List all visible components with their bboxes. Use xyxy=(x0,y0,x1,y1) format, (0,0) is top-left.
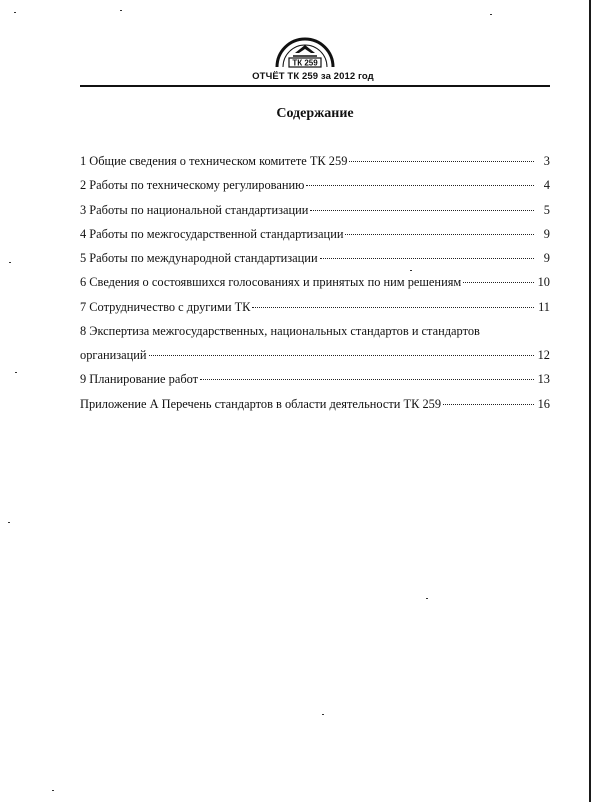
toc-entry-page: 9 xyxy=(543,226,550,241)
toc-leader-dots xyxy=(306,182,534,186)
toc-entry-page: 11 xyxy=(538,299,550,314)
toc-entry-page: 16 xyxy=(537,396,550,411)
toc-entry-continuation xyxy=(80,346,550,370)
toc-entry-title: 2 Работы по техническому регулированию xyxy=(80,178,305,193)
toc-entry[interactable] xyxy=(80,225,550,249)
toc-leader-dots xyxy=(252,304,534,308)
scan-speck xyxy=(15,372,17,373)
toc-leader-dots xyxy=(149,352,534,356)
toc-entry-title: 6 Сведения о состоявшихся голосованиях и принятых по ним решениям xyxy=(80,275,462,290)
toc-entry-title: 3 Работы по национальной стандартизации xyxy=(80,202,309,217)
toc-entry-title: 4 Работы по межгосударственной стандартизации xyxy=(80,226,344,241)
toc-entry-title: 5 Работы по международной стандартизации xyxy=(80,251,318,266)
toc-entry-page: 3 xyxy=(543,154,550,168)
toc-entry[interactable] xyxy=(80,152,550,176)
toc-leader-dots xyxy=(320,255,534,259)
toc-entry-title: Приложение А Перечень стандартов в области деятельности ТК 259 xyxy=(80,396,442,411)
toc-entry-title: 7 Сотрудничество с другими ТК xyxy=(80,299,251,314)
toc-leader-dots xyxy=(443,401,534,405)
toc-entry-title: 1 Общие сведения о техническом комитете ТК 259 xyxy=(80,154,348,168)
toc-heading: Содержание xyxy=(276,106,354,121)
toc-leader-dots xyxy=(310,207,534,211)
toc-entry-page: 13 xyxy=(537,372,550,387)
toc-entry[interactable] xyxy=(80,322,550,370)
scan-speck xyxy=(8,522,10,523)
logo-text: ТК 259 xyxy=(292,58,318,68)
toc-entry-title: 8 Экспертиза межгосударственных, национальных стандартов и стандартов xyxy=(80,324,480,339)
toc-leader-dots xyxy=(200,376,534,380)
toc-leader-dots xyxy=(349,158,534,162)
toc-entry-page: 9 xyxy=(543,251,550,266)
scan-speck xyxy=(120,10,122,11)
scan-speck xyxy=(490,14,492,15)
scan-speck xyxy=(426,598,428,599)
toc-entry[interactable] xyxy=(80,298,550,322)
toc-leader-dots xyxy=(345,231,534,235)
toc-entry-page: 12 xyxy=(537,348,550,363)
scan-speck xyxy=(322,714,324,715)
toc-entry-title-cont: организаций xyxy=(80,348,147,363)
toc-entry[interactable] xyxy=(80,273,550,297)
header-rule xyxy=(80,85,550,87)
scan-speck xyxy=(410,270,412,271)
toc-entry[interactable] xyxy=(80,370,550,394)
report-title: ОТЧЁТ ТК 259 за 2012 год xyxy=(252,71,374,82)
scan-speck xyxy=(14,12,16,13)
toc-entry[interactable] xyxy=(80,395,550,419)
toc-entry[interactable] xyxy=(80,249,550,273)
toc-entry-page: 10 xyxy=(537,275,550,290)
toc-entry-title: 9 Планирование работ xyxy=(80,372,199,387)
toc-leader-dots xyxy=(463,279,534,283)
scan-speck xyxy=(9,262,11,263)
toc-entry-page: 5 xyxy=(543,202,550,217)
toc-entry[interactable] xyxy=(80,201,550,225)
scan-speck xyxy=(52,790,54,791)
toc-entry[interactable] xyxy=(80,176,550,200)
table-of-contents xyxy=(80,152,550,419)
committee-logo xyxy=(273,27,337,69)
toc-entry-page: 4 xyxy=(543,178,550,193)
